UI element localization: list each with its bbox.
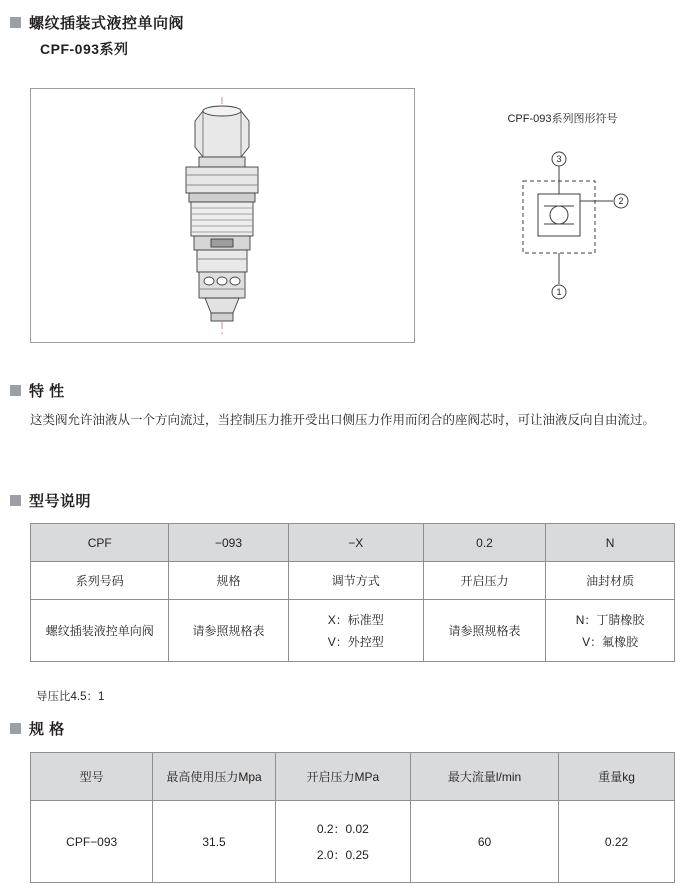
- model-value-adjust-line1: X：标准型: [327, 612, 384, 627]
- model-value-adjust: [288, 600, 423, 662]
- spec-heading: [10, 718, 65, 739]
- square-marker-icon: [10, 723, 21, 734]
- table-row: [31, 600, 675, 662]
- spec-col-model: 型号: [31, 753, 153, 801]
- model-code-seal: N: [546, 524, 675, 562]
- spec-col-max-pressure: 最高使用压力Mpa: [153, 753, 275, 801]
- spec-heading-text: 规 格: [29, 721, 65, 738]
- valve-drawing: [31, 89, 414, 342]
- pilot-ratio-note: 导压比4.5：1: [36, 691, 105, 703]
- model-label-series: 系列号码: [31, 562, 169, 600]
- table-row: [31, 801, 675, 883]
- model-label-seal: 油封材质: [546, 562, 675, 600]
- spec-col-weight: 重量kg: [559, 753, 675, 801]
- model-heading: [10, 490, 91, 511]
- port-label-top: 3: [555, 154, 562, 164]
- model-code-adjust: −X: [288, 524, 423, 562]
- model-label-size: 规格: [169, 562, 288, 600]
- page-title: [10, 12, 184, 33]
- hydraulic-symbol: [488, 146, 638, 311]
- symbol-caption: CPF-093系列图形符号: [507, 113, 618, 125]
- table-row: [31, 524, 675, 562]
- spec-value-model: CPF−093: [31, 801, 153, 883]
- model-code-size: −093: [169, 524, 288, 562]
- spec-table: [30, 752, 675, 883]
- spec-value-cracking-line1: 0.2：0.02: [316, 821, 369, 836]
- characteristics-heading-text: 特 性: [29, 383, 65, 400]
- model-code-cpf: CPF: [31, 524, 169, 562]
- spec-value-max-pressure: 31.5: [153, 801, 275, 883]
- model-value-adjust-line2: V：外控型: [327, 634, 384, 649]
- characteristics-heading: [10, 380, 65, 401]
- model-heading-text: 型号说明: [29, 493, 92, 510]
- table-row: [31, 562, 675, 600]
- port-label-bottom: 1: [555, 287, 562, 297]
- figure-row: [30, 88, 675, 343]
- spec-value-cracking-pressure: [275, 801, 410, 883]
- spec-value-weight: 0.22: [559, 801, 675, 883]
- model-value-size: 请参照规格表: [169, 600, 288, 662]
- model-value-seal-line1: N：丁腈橡胶: [575, 612, 645, 627]
- product-photo-box: [30, 88, 415, 343]
- page-title-block: [10, 12, 184, 59]
- page-title-text: 螺纹插装式液控单向阀: [29, 15, 185, 32]
- model-code-pressure: 0.2: [423, 524, 545, 562]
- model-value-series: 螺纹插装液控单向阀: [31, 600, 169, 662]
- model-label-pressure: 开启压力: [423, 562, 545, 600]
- spec-value-cracking-line2: 2.0：0.25: [316, 847, 369, 862]
- characteristics-text: 这类阀允许油液从一个方向流过，当控制压力推开受出口侧压力作用而闭合的座阀芯时，可让油液反向自由流过。: [30, 413, 656, 427]
- square-marker-icon: [10, 17, 21, 28]
- spec-col-cracking-pressure: 开启压力MPa: [275, 753, 410, 801]
- square-marker-icon: [10, 385, 21, 396]
- square-marker-icon: [10, 495, 21, 506]
- spec-col-max-flow: 最大流量l/min: [410, 753, 558, 801]
- model-label-adjust: 调节方式: [288, 562, 423, 600]
- table-row: [31, 753, 675, 801]
- port-label-right: 2: [617, 196, 624, 206]
- spec-value-max-flow: 60: [410, 801, 558, 883]
- model-table: [30, 523, 675, 662]
- symbol-area: [450, 110, 675, 316]
- model-value-pressure: 请参照规格表: [423, 600, 545, 662]
- page-subtitle: CPF-093系列: [40, 41, 129, 57]
- model-value-seal: [546, 600, 675, 662]
- model-value-seal-line2: V：氟橡胶: [582, 634, 639, 649]
